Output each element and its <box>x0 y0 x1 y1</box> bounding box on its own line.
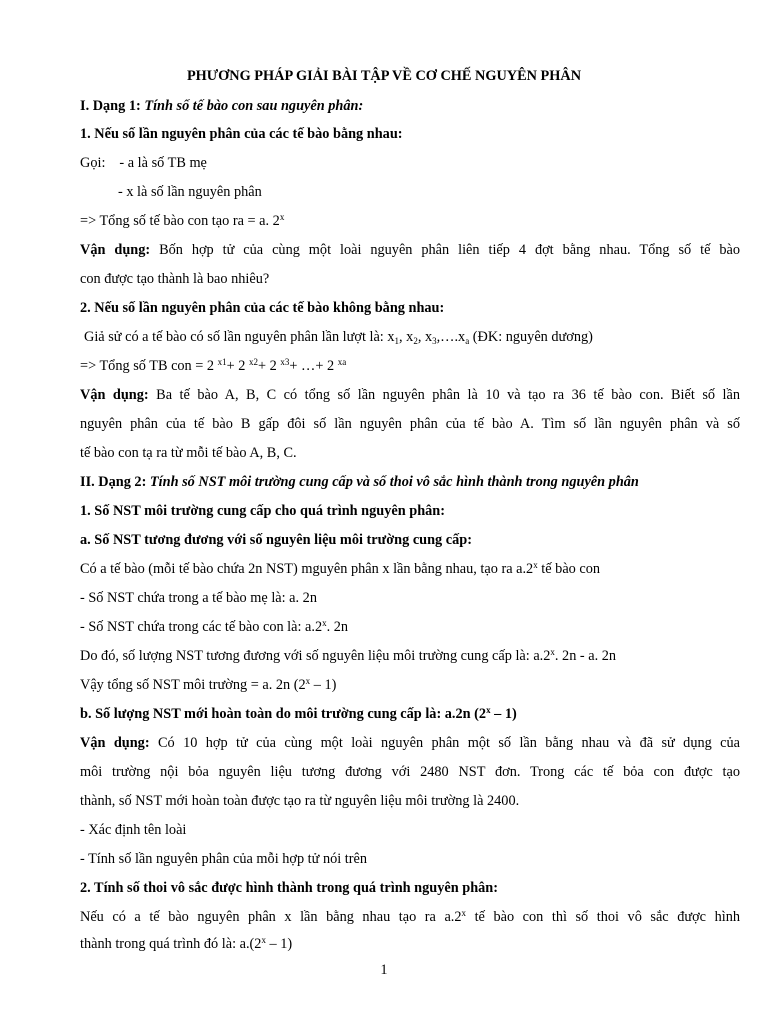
s22-line-2 <box>80 934 740 954</box>
s21-l1-text: Có a tế bào (mỗi tế bào chứa 2n NST) mguyên phân x lần bằng nhau, tạo ra a.2 <box>80 561 534 577</box>
task-1: - Xác định tên loài <box>80 822 187 838</box>
assume-condition: (ĐK: nguyên dương) <box>469 329 593 345</box>
s21b-exp: x <box>486 705 491 715</box>
sum-exp-3: x3 <box>280 357 290 367</box>
formula-text: => Tổng số tế bào con tạo ra = a. 2 <box>80 213 280 229</box>
s22-l1-exp: x <box>461 908 467 918</box>
s21b-text: b. Số lượng NST mới hoàn toàn do môi trường cung cấp là: a.2n (2 <box>80 706 487 722</box>
s21-l4-exp: x <box>550 647 555 657</box>
section-1-prefix: I. Dạng 1: <box>80 98 145 114</box>
subsection-1-2-heading: 2. Nếu số lần nguyên phân của các tế bào không bằng nhau: <box>80 300 445 316</box>
s21-l3-exp: x <box>322 618 327 628</box>
sum-plus-2: + 2 <box>258 358 281 374</box>
s21b-end: – 1) <box>490 706 517 722</box>
subscript-1: 1 <box>394 336 400 346</box>
subsection-2-2-heading: 2. Tính số thoi vô sắc được hình thành trong quá trình nguyên phân: <box>80 880 499 896</box>
subsection-2-1-heading: 1. Số NST môi trường cung cấp cho quá trình nguyên phân: <box>80 503 446 519</box>
subsection-1-1-heading: 1. Nếu số lần nguyên phân của các tế bào bằng nhau: <box>80 126 403 142</box>
s21-l4-end: . 2n - a. 2n <box>554 648 617 664</box>
sum-exp-2: x2 <box>249 357 259 367</box>
s21-l1-end: tế bào con <box>537 561 601 577</box>
vandung-3-line-1 <box>80 733 740 753</box>
goi-line-x: - x là số lần nguyên phân <box>118 184 262 200</box>
subsection-2-1a-heading: a. Số NST tương đương với số nguyên liệu môi trường cung cấp: <box>80 532 472 548</box>
s21-l5-text: Vậy tổng số NST môi trường = a. 2n (2 <box>80 677 306 693</box>
sum-plus-1: + 2 <box>226 358 250 374</box>
formula-total-cells <box>80 211 740 231</box>
vandung-1-line-2: con được tạo thành là bao nhiêu? <box>80 271 270 287</box>
s22-l1-end: tế bào con thì số thoi vô sắc được hình <box>466 909 740 925</box>
vandung-label: Vận dụng: <box>80 387 149 403</box>
assume-comma-1: , x <box>399 329 414 345</box>
goi-line-a <box>80 153 740 173</box>
s22-l2-exp: x <box>261 935 266 945</box>
assume-dots: ,….x <box>436 329 466 345</box>
s21-line-2: - Số NST chứa trong a tế bào mẹ là: a. 2n <box>80 590 317 606</box>
goi-label: Gọi: <box>80 155 106 171</box>
vandung-2-line-2: nguyên phân của tế bào B gấp đôi số lần nguyên phân của tế bào A. Tìm số lần nguyên phân và số <box>80 416 740 432</box>
s21-l4-text: Do đó, số lượng NST tương đương với số nguyên liệu môi trường cung cấp là: a.2 <box>80 648 551 664</box>
s21-l3-end: . 2n <box>326 619 349 635</box>
section-2-heading <box>80 472 740 492</box>
vandung-label: Vận dụng: <box>80 242 151 258</box>
s21-l1-exp: x <box>533 560 538 570</box>
s21-l3-text: - Số NST chứa trong các tế bào con là: a.2 <box>80 619 323 635</box>
vandung-2-line-3: tế bào con tạ ra từ mỗi tế bào A, B, C. <box>80 445 297 461</box>
s22-line-1 <box>80 907 740 927</box>
s21-l5-exp: x <box>305 676 311 686</box>
s21-line-5 <box>80 675 740 695</box>
assume-comma-2: , x <box>417 329 433 345</box>
formula-sum-line <box>80 356 740 376</box>
s21-line-3 <box>80 617 740 637</box>
vandung-label: Vận dụng: <box>80 735 150 751</box>
section-2-prefix: II. Dạng 2: <box>80 474 150 490</box>
section-1-title: Tính số tế bào con sau nguyên phân: <box>144 98 364 114</box>
vandung-3-line-3: thành, số NST mới hoàn toàn được tạo ra từ nguyên liệu môi trường là 2400. <box>80 793 520 809</box>
sum-plus-3: + …+ 2 <box>289 358 338 374</box>
subscript-a: a <box>465 336 470 346</box>
goi-a-text: - a là số TB mẹ <box>119 155 207 171</box>
s22-l1-text: Nếu có a tế bào nguyên phân x lần bằng nhau tạo ra a.2 <box>80 909 462 925</box>
sum-text: => Tổng số TB con = 2 <box>80 358 218 374</box>
sum-exp-a: xa <box>337 357 347 367</box>
subsection-2-1b-heading <box>80 704 740 724</box>
vandung-3-line-2: môi trường nội bỏa nguyên liệu tương đương với 2480 NST đơn. Trong các tế bỏa con được tạo <box>80 764 740 780</box>
vandung-2-line-1 <box>80 385 740 405</box>
s21-line-4 <box>80 646 740 666</box>
vandung-3-text: Có 10 hợp tử của cùng một loài nguyên phân một số lần bằng nhau và đã sử dụng của <box>158 735 741 751</box>
vandung-2-text: Ba tế bào A, B, C có tổng số lần nguyên phân là 10 và tạo ra 36 tế bào con. Biết số lần <box>156 387 740 403</box>
subscript-3: 3 <box>432 336 437 346</box>
assume-text: Giả sử có a tế bào có số lần nguyên phân lần lượt là: x <box>84 329 395 345</box>
task-2: - Tính số lần nguyên phân của mỗi hợp tử nói trên <box>80 851 368 867</box>
page-number: 1 <box>380 962 388 978</box>
sum-exp-1: x1 <box>217 357 227 367</box>
section-1-heading <box>80 96 740 116</box>
section-2-title: Tính số NST môi trường cung cấp và số thoi vô sắc hình thành trong nguyên phân <box>149 474 639 490</box>
vandung-1-line-1 <box>80 240 740 260</box>
s21-line-1 <box>80 559 740 579</box>
s22-l2-text: thành trong quá trình đó là: a.(2 <box>80 936 262 952</box>
s22-l2-end: – 1) <box>265 936 293 952</box>
formula-exponent: x <box>279 212 285 222</box>
document-title: PHƯƠNG PHÁP GIẢI BÀI TẬP VỀ CƠ CHẾ NGUYÊN PHÂN <box>186 68 582 84</box>
s21-l5-end: – 1) <box>310 677 337 693</box>
vandung-1-text: Bốn hợp tử của cùng một loài nguyên phân liên tiếp 4 đợt bằng nhau. Tổng số tế bào <box>159 242 741 258</box>
assume-line <box>84 327 744 347</box>
subscript-2: 2 <box>413 336 418 346</box>
